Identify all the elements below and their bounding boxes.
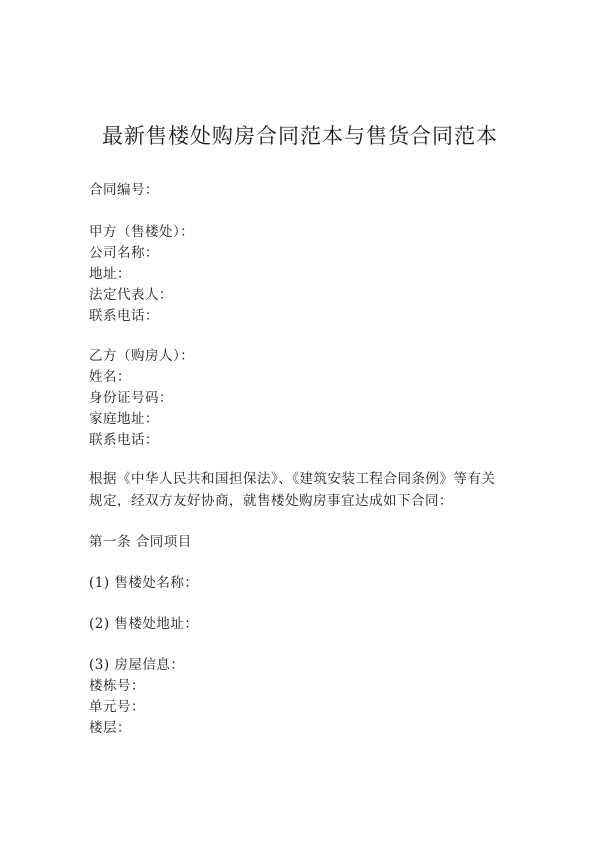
party-b-phone: 联系电话： <box>89 432 159 448</box>
party-a-heading: 甲方（售楼处）： <box>89 224 195 240</box>
article-1-heading: 第一条 合同项目 <box>89 534 192 550</box>
party-b-heading: 乙方（购房人）： <box>89 348 195 364</box>
party-b-home-address: 家庭地址： <box>89 411 159 427</box>
article-1-item-2: (2) 售楼处地址： <box>89 616 199 632</box>
party-b-id-number: 身份证号码： <box>89 390 173 406</box>
party-a-phone: 联系电话： <box>89 308 159 324</box>
party-a-company-name: 公司名称： <box>89 245 159 261</box>
unit-number: 单元号： <box>89 699 145 715</box>
preamble-line-1: 根据《中华人民共和国担保法》、《建筑安装工程合同条例》等有关 <box>89 471 496 487</box>
document-title: 最新售楼处购房合同范本与售货合同范本 <box>102 124 498 148</box>
party-a-address: 地址： <box>89 266 131 282</box>
floor-number: 楼层： <box>89 720 131 736</box>
party-a-legal-rep: 法定代表人： <box>89 287 173 303</box>
article-1-item-1: (1) 售楼处名称： <box>89 575 199 591</box>
preamble-line-2: 规定，经双方友好协商，就售楼处购房事宜达成如下合同： <box>89 493 453 509</box>
building-number: 楼栋号： <box>89 678 145 694</box>
article-1-item-3: (3) 房屋信息： <box>89 657 185 673</box>
party-b-name: 姓名： <box>89 369 131 385</box>
contract-number-label: 合同编号： <box>89 182 159 198</box>
